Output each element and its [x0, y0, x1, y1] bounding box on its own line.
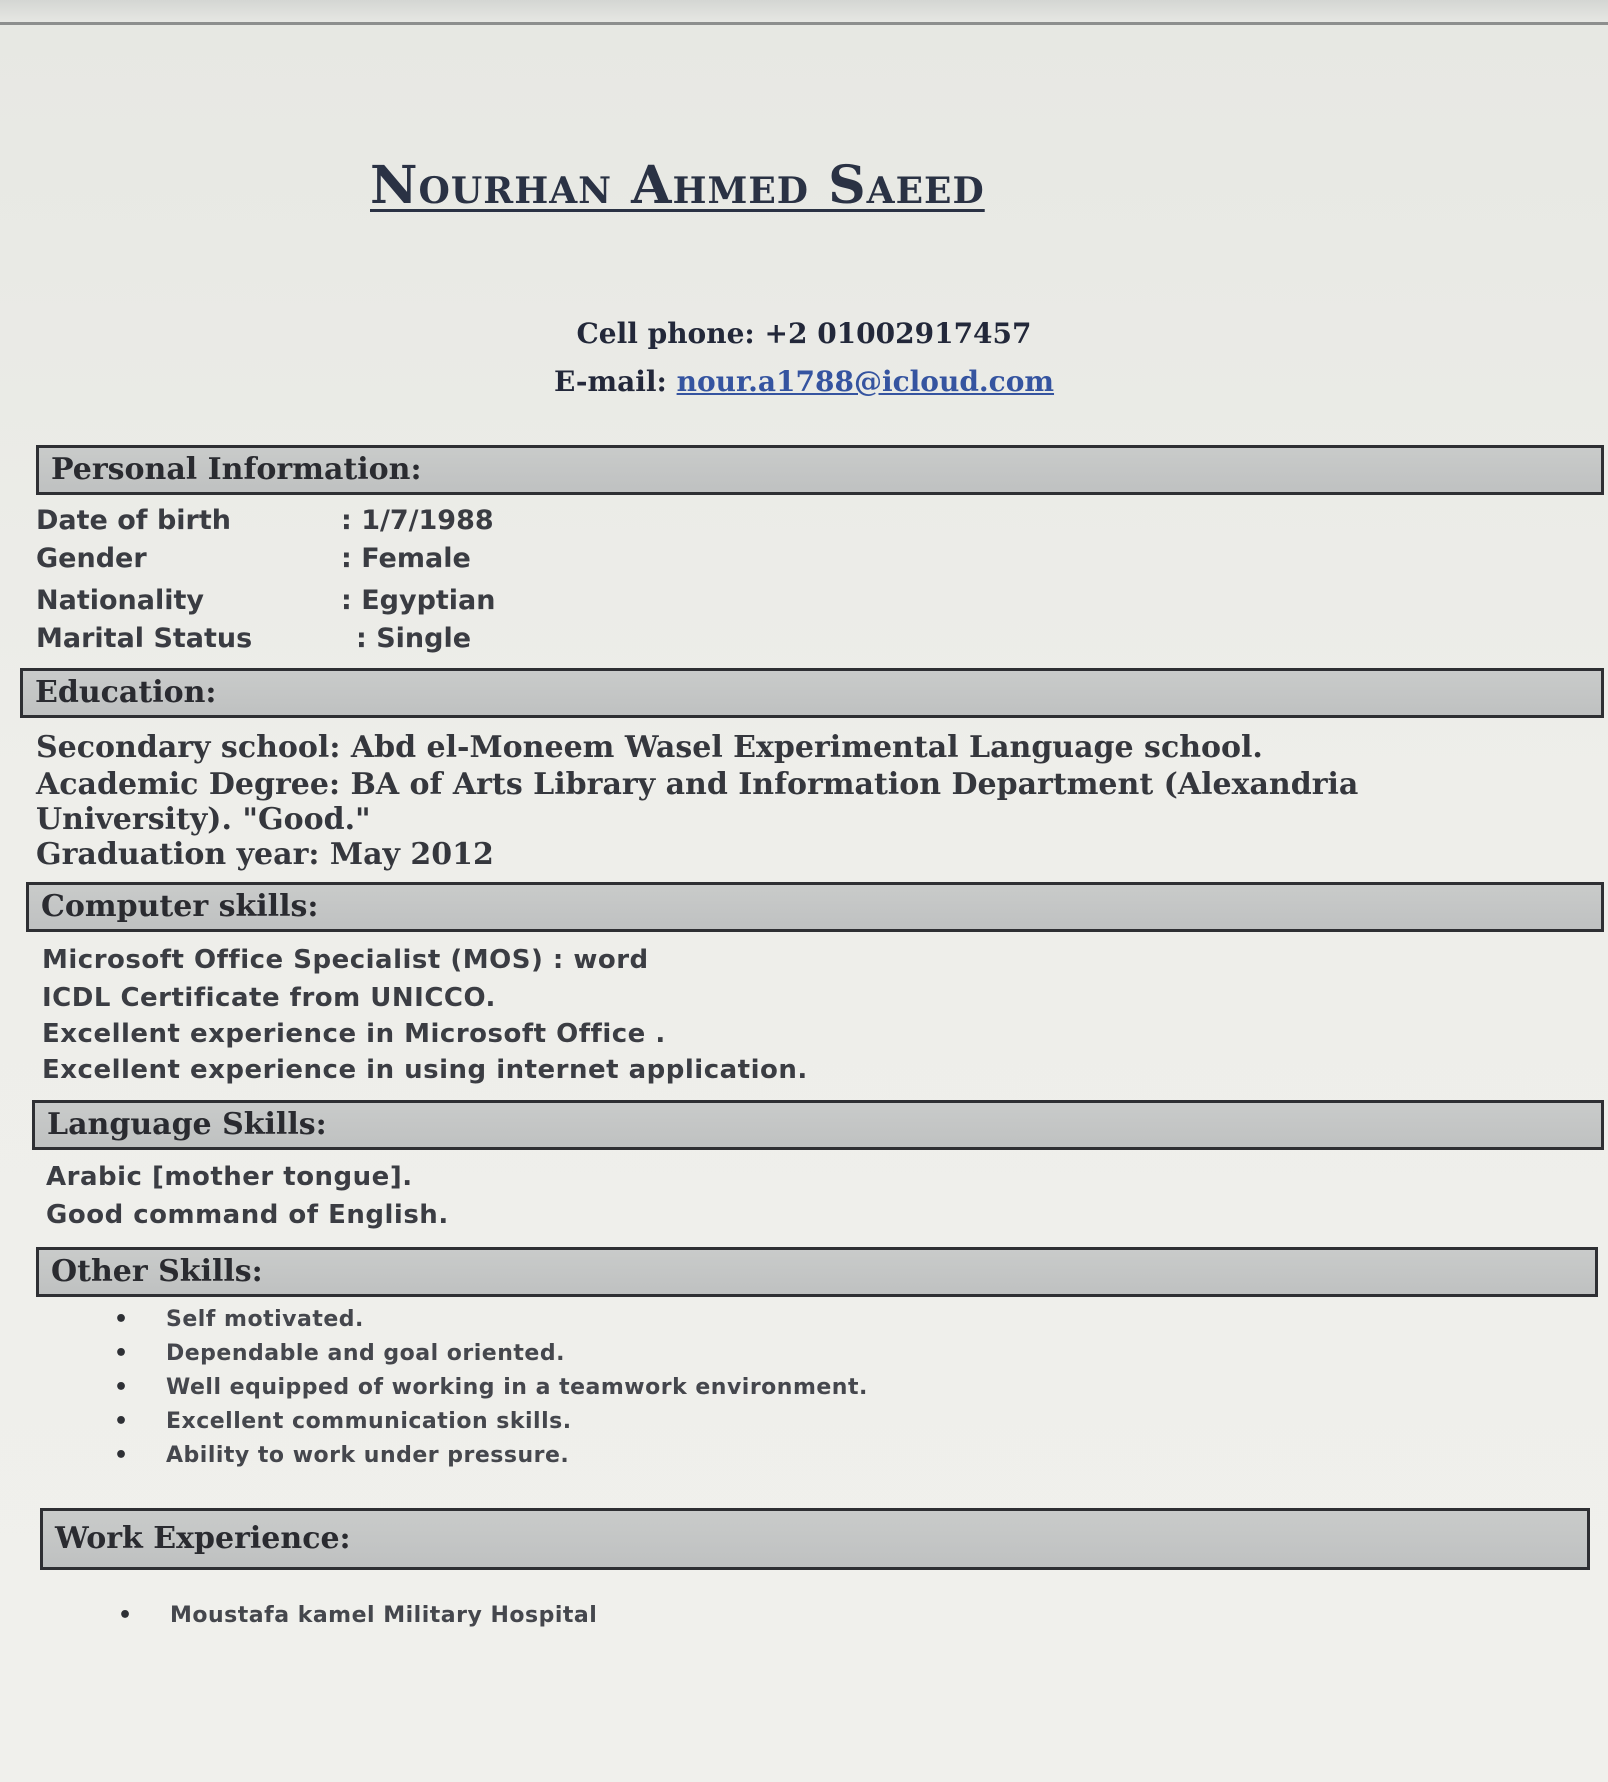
other-skill-item — [114, 1443, 570, 1468]
resume-page — [0, 25, 1608, 1782]
section-work-experience: Work Experience: — [40, 1508, 1590, 1570]
bullet-icon: • — [114, 1443, 129, 1468]
personal-value: : Egyptian — [341, 585, 496, 616]
personal-value: : 1/7/1988 — [341, 505, 494, 536]
section-computer-skills: Computer skills: — [26, 882, 1604, 932]
other-skill-text: Well equipped of working in a teamwork environment. — [166, 1375, 868, 1400]
personal-value: : Single — [356, 623, 472, 654]
other-skill-item — [114, 1307, 364, 1332]
personal-row — [36, 505, 494, 536]
personal-label: Marital Status — [36, 623, 253, 654]
section-language-skills: Language Skills: — [32, 1100, 1604, 1150]
other-skill-item — [114, 1409, 572, 1434]
contact-email — [0, 365, 1608, 398]
work-experience-text: Moustafa kamel Military Hospital — [170, 1603, 598, 1628]
personal-label: Date of birth — [36, 505, 231, 536]
bullet-icon: • — [114, 1341, 129, 1366]
computer-skill-item: Excellent experience in using internet application. — [42, 1055, 808, 1085]
phone-value: +2 01002917457 — [764, 317, 1032, 350]
other-skill-text: Dependable and goal oriented. — [166, 1341, 565, 1366]
section-personal-information: Personal Information: — [36, 445, 1604, 495]
computer-skill-item: ICDL Certificate from UNICCO. — [42, 983, 496, 1013]
email-label: E-mail: — [553, 365, 667, 398]
phone-label: Cell phone: — [576, 317, 755, 350]
personal-label: Gender — [36, 543, 147, 574]
contact-phone — [0, 317, 1608, 350]
bullet-icon: • — [114, 1307, 129, 1332]
other-skill-text: Excellent communication skills. — [166, 1409, 572, 1434]
section-other-skills: Other Skills: — [36, 1247, 1598, 1297]
language-skill-item: Good command of English. — [46, 1200, 449, 1230]
computer-skill-item: Excellent experience in Microsoft Office . — [42, 1019, 666, 1049]
other-skill-item — [114, 1375, 868, 1400]
education-line: Graduation year: May 2012 — [36, 837, 494, 872]
email-link[interactable]: nour.a1788@icloud.com — [676, 365, 1055, 398]
section-education: Education: — [20, 668, 1604, 718]
education-line: Academic Degree: BA of Arts Library and Information Department (Alexandria — [36, 767, 1359, 802]
bullet-icon: • — [114, 1409, 129, 1434]
other-skill-text: Self motivated. — [166, 1307, 364, 1332]
education-line: Secondary school: Abd el-Moneem Wasel Experimental Language school. — [36, 730, 1263, 765]
personal-row — [36, 623, 472, 654]
bullet-icon: • — [114, 1375, 129, 1400]
work-experience-item — [118, 1603, 598, 1628]
language-skill-item: Arabic [mother tongue]. — [46, 1162, 413, 1192]
page-top-edge — [0, 0, 1608, 25]
resume-name: Nourhan Ahmed Saeed — [370, 155, 985, 216]
other-skill-item — [114, 1341, 565, 1366]
computer-skill-item: Microsoft Office Specialist (MOS) : word — [42, 945, 649, 975]
personal-row — [36, 585, 496, 616]
personal-row — [36, 543, 471, 574]
personal-label: Nationality — [36, 585, 204, 616]
bullet-icon: • — [118, 1603, 133, 1628]
personal-value: : Female — [341, 543, 471, 574]
education-line: University). "Good." — [36, 802, 371, 837]
other-skill-text: Ability to work under pressure. — [166, 1443, 570, 1468]
